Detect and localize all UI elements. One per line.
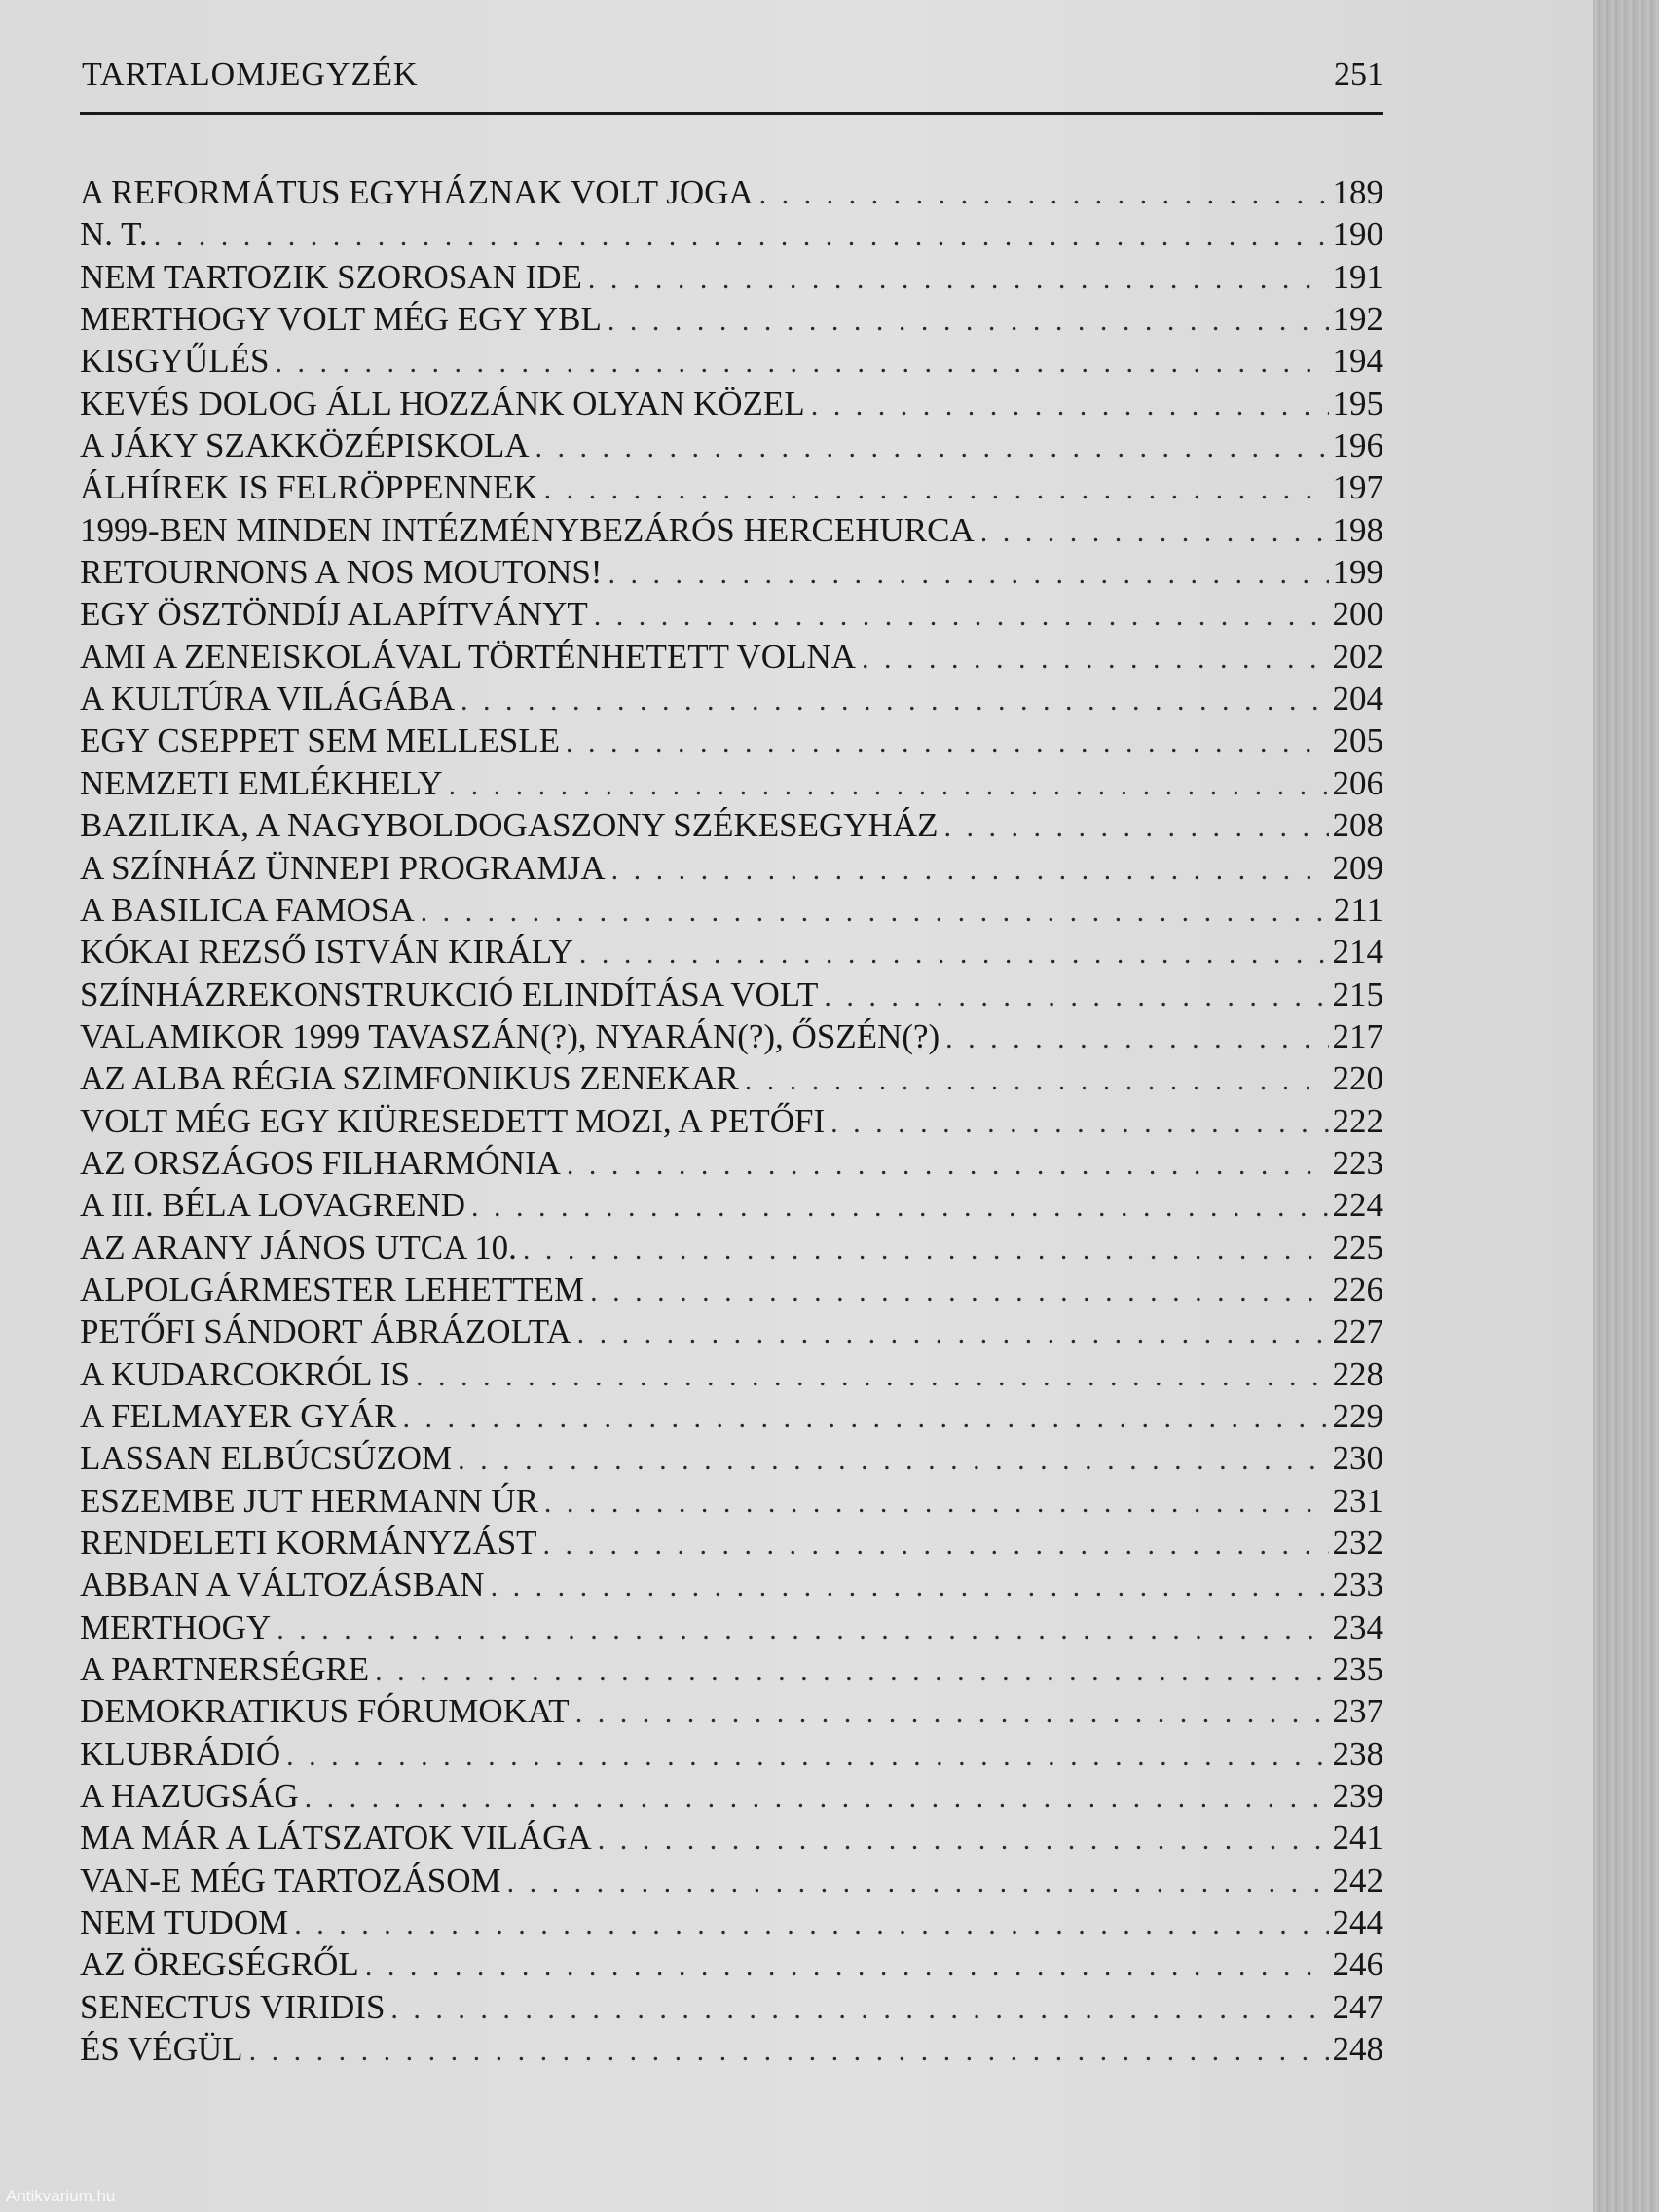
dot-leader [421, 891, 1330, 931]
toc-entry [80, 1227, 1383, 1269]
dot-leader [276, 1608, 1328, 1648]
toc-entry-title: VOLT MÉG EGY KIÜRESEDETT MOZI, A PETŐFI [80, 1101, 826, 1140]
toc-entry [80, 762, 1383, 804]
toc-entry-title: ABBAN A VÁLTOZÁSBAN [80, 1566, 485, 1604]
toc-entry-page: 197 [1332, 468, 1383, 507]
toc-entry [80, 1100, 1383, 1142]
toc-entry-page: 211 [1333, 890, 1383, 929]
toc-entry [80, 1184, 1383, 1226]
dot-leader [286, 1735, 1328, 1775]
toc-entry-title: KEVÉS DOLOG ÁLL HOZZÁNK OLYAN KÖZEL [80, 384, 805, 423]
toc-entry-page: 230 [1332, 1439, 1383, 1478]
page-stack-edge [1593, 0, 1659, 2212]
toc-entry-page: 190 [1332, 215, 1383, 254]
toc-entry [80, 256, 1383, 298]
toc-entry-page: 194 [1332, 342, 1383, 381]
dot-leader [575, 1692, 1329, 1732]
dot-leader [507, 1862, 1329, 1901]
dot-leader [375, 1650, 1328, 1690]
toc-entry-title: AZ ARANY JÁNOS UTCA 10. [80, 1228, 517, 1267]
running-header [82, 56, 1383, 101]
toc-entry-page: 225 [1332, 1228, 1383, 1267]
toc-entry [80, 1437, 1383, 1479]
page-title: TARTALOMJEGYZÉK [82, 56, 419, 92]
dot-leader [759, 173, 1329, 213]
toc-entry-page: 235 [1332, 1650, 1383, 1689]
toc-entry-page: 231 [1332, 1481, 1383, 1520]
toc-entry-page: 241 [1332, 1819, 1383, 1858]
toc-entry [80, 1943, 1383, 1985]
toc-entry-page: 198 [1332, 510, 1383, 549]
toc-entry-page: 232 [1332, 1524, 1383, 1562]
table-of-contents [80, 171, 1383, 2070]
dot-leader [567, 1144, 1329, 1184]
toc-entry-title: NEMZETI EMLÉKHELY [80, 763, 443, 802]
dot-leader [449, 764, 1329, 804]
toc-entry-page: 196 [1332, 426, 1383, 465]
toc-entry-title: KISGYŰLÉS [80, 342, 270, 381]
dot-leader [275, 342, 1328, 382]
toc-entry [80, 719, 1383, 761]
toc-entry-title: A KUDARCOKRÓL IS [80, 1354, 411, 1393]
dot-leader [566, 721, 1329, 761]
toc-entry [80, 1986, 1383, 2028]
toc-entry [80, 889, 1383, 931]
dot-leader [608, 553, 1328, 593]
toc-entry-page: 215 [1332, 975, 1383, 1014]
toc-entry [80, 1395, 1383, 1437]
toc-entry-title: LASSAN ELBÚCSÚZOM [80, 1439, 453, 1478]
dot-leader [491, 1566, 1329, 1605]
dot-leader [305, 1777, 1329, 1817]
toc-entry [80, 593, 1383, 635]
dot-leader [365, 1945, 1329, 1985]
dot-leader [544, 1482, 1329, 1522]
toc-entry [80, 2028, 1383, 2070]
toc-entry-title: ESZEMBE JUT HERMANN ÚR [80, 1481, 538, 1520]
toc-entry-title: A PARTNERSÉGRE [80, 1650, 370, 1689]
toc-entry-title: NEM TUDOM [80, 1903, 289, 1942]
toc-entry-page: 199 [1332, 553, 1383, 592]
dot-leader [544, 468, 1329, 508]
toc-entry-page: 223 [1332, 1143, 1383, 1182]
dot-leader [862, 638, 1328, 678]
dot-leader [588, 258, 1329, 298]
dot-leader [830, 1102, 1328, 1142]
dot-leader [535, 426, 1329, 466]
toc-entry [80, 1480, 1383, 1522]
toc-entry-title: EGY CSEPPET SEM MELLESLE [80, 721, 560, 760]
toc-entry [80, 171, 1383, 213]
toc-entry-title: KLUBRÁDIÓ [80, 1734, 281, 1773]
dot-leader [471, 1186, 1328, 1226]
toc-entry [80, 974, 1383, 1015]
toc-entry-title: MERTHOGY [80, 1607, 272, 1646]
toc-entry-page: 208 [1332, 806, 1383, 845]
dot-leader [154, 215, 1329, 255]
toc-entry [80, 1648, 1383, 1690]
toc-entry [80, 1860, 1383, 1901]
dot-leader [590, 1271, 1328, 1310]
toc-entry-page: 238 [1332, 1734, 1383, 1773]
toc-entry-title: AZ ÖREGSÉGRŐL [80, 1945, 359, 1984]
dot-leader [523, 1229, 1329, 1269]
toc-entry-page: 191 [1332, 257, 1383, 296]
toc-entry [80, 213, 1383, 255]
toc-entry-title: SZÍNHÁZREKONSTRUKCIÓ ELINDÍTÁSA VOLT [80, 975, 819, 1014]
toc-entry [80, 1690, 1383, 1732]
toc-entry-page: 239 [1332, 1777, 1383, 1816]
toc-entry-page: 204 [1332, 680, 1383, 719]
toc-entry-page: 226 [1332, 1270, 1383, 1309]
toc-entry [80, 1269, 1383, 1310]
toc-entry-page: 206 [1332, 763, 1383, 802]
toc-entry-title: NEM TARTOZIK SZOROSAN IDE [80, 257, 582, 296]
toc-entry-page: 227 [1332, 1312, 1383, 1351]
toc-entry-title: A HAZUGSÁG [80, 1777, 299, 1816]
toc-entry-page: 220 [1332, 1059, 1383, 1098]
watermark: Antikvarium.hu [6, 2187, 116, 2205]
dot-leader [294, 1903, 1328, 1943]
toc-entry [80, 424, 1383, 466]
toc-entry [80, 298, 1383, 340]
toc-entry [80, 678, 1383, 719]
toc-entry-page: 222 [1332, 1101, 1383, 1140]
toc-entry-page: 200 [1332, 595, 1383, 634]
toc-entry [80, 551, 1383, 593]
toc-entry-title: A FELMAYER GYÁR [80, 1396, 397, 1435]
toc-entry-page: 224 [1332, 1186, 1383, 1225]
dot-leader [416, 1355, 1328, 1395]
dot-leader [577, 1312, 1329, 1352]
toc-entry-title: SENECTUS VIRIDIS [80, 1987, 386, 2026]
toc-entry-title: AMI A ZENEISKOLÁVAL TÖRTÉNHETETT VOLNA [80, 637, 857, 676]
toc-entry-title: ÉS VÉGÜL [80, 2030, 243, 2069]
toc-entry-title: RENDELETI KORMÁNYZÁST [80, 1524, 537, 1562]
toc-entry [80, 1817, 1383, 1859]
toc-entry [80, 1522, 1383, 1564]
toc-entry-title: PETŐFI SÁNDORT ÁBRÁZOLTA [80, 1312, 571, 1351]
toc-entry [80, 509, 1383, 551]
toc-entry-title: A KULTÚRA VILÁGÁBA [80, 680, 456, 719]
dot-leader [824, 976, 1328, 1015]
toc-entry-page: 228 [1332, 1354, 1383, 1393]
toc-entry [80, 636, 1383, 678]
toc-entry-page: 205 [1332, 721, 1383, 760]
toc-entry [80, 931, 1383, 973]
dot-leader [598, 1819, 1329, 1859]
toc-entry-title: MA MÁR A LÁTSZATOK VILÁGA [80, 1819, 592, 1858]
toc-entry-page: 234 [1332, 1607, 1383, 1646]
toc-entry-page: 233 [1332, 1566, 1383, 1604]
dot-leader [543, 1524, 1329, 1564]
dot-leader [458, 1439, 1328, 1479]
toc-entry [80, 1901, 1383, 1943]
toc-entry-page: 229 [1332, 1396, 1383, 1435]
dot-leader [608, 300, 1329, 340]
toc-entry-title: AZ ORSZÁGOS FILHARMÓNIA [80, 1143, 561, 1182]
toc-entry [80, 1015, 1383, 1057]
dot-leader [745, 1059, 1329, 1099]
toc-entry-page: 246 [1332, 1945, 1383, 1984]
toc-entry-page: 189 [1332, 173, 1383, 211]
toc-entry-title: DEMOKRATIKUS FÓRUMOKAT [80, 1692, 570, 1731]
toc-entry [80, 1353, 1383, 1395]
toc-entry-page: 244 [1332, 1903, 1383, 1942]
toc-entry-title: KÓKAI REZSŐ ISTVÁN KIRÁLY [80, 933, 573, 972]
toc-entry-page: 209 [1332, 848, 1383, 887]
toc-entry-title: A III. BÉLA LOVAGREND [80, 1186, 466, 1225]
toc-entry-page: 192 [1332, 300, 1383, 339]
toc-entry-title: MERTHOGY VOLT MÉG EGY YBL [80, 300, 602, 339]
toc-entry-page: 247 [1332, 1987, 1383, 2026]
toc-entry [80, 383, 1383, 424]
toc-entry-title: EGY ÖSZTÖNDÍJ ALAPÍTVÁNYT [80, 595, 588, 634]
toc-entry [80, 466, 1383, 508]
toc-entry-page: 248 [1332, 2030, 1383, 2069]
toc-entry-title: VALAMIKOR 1999 TAVASZÁN(?), NYARÁN(?), ŐSZÉN(?) [80, 1016, 940, 1055]
dot-leader [611, 849, 1329, 889]
dot-leader [461, 680, 1328, 719]
dot-leader [945, 1017, 1328, 1057]
toc-entry-page: 202 [1332, 637, 1383, 676]
toc-entry [80, 1564, 1383, 1605]
dot-leader [980, 511, 1329, 551]
toc-entry-title: A BASILICA FAMOSA [80, 890, 415, 929]
dot-leader [249, 2030, 1329, 2070]
toc-entry-title: N. T. [80, 215, 148, 254]
header-rule [80, 112, 1383, 115]
toc-entry [80, 340, 1383, 382]
dot-leader [811, 385, 1329, 424]
toc-entry [80, 1606, 1383, 1648]
toc-entry-title: A JÁKY SZAKKÖZÉPISKOLA [80, 426, 530, 465]
toc-entry-page: 214 [1332, 933, 1383, 972]
toc-entry-page: 237 [1332, 1692, 1383, 1731]
toc-entry-page: 195 [1332, 384, 1383, 423]
dot-leader [594, 595, 1329, 635]
toc-entry-title: ALPOLGÁRMESTER LEHETTEM [80, 1270, 585, 1309]
toc-entry-title: BAZILIKA, A NAGYBOLDOGASZONY SZÉKESEGYHÁZ [80, 806, 939, 845]
toc-entry-title: VAN-E MÉG TARTOZÁSOM [80, 1861, 501, 1899]
page-number: 251 [1334, 56, 1383, 92]
toc-entry [80, 1310, 1383, 1352]
dot-leader [402, 1397, 1328, 1437]
toc-entry-title: A REFORMÁTUS EGYHÁZNAK VOLT JOGA [80, 173, 754, 211]
toc-entry-title: RETOURNONS A NOS MOUTONS! [80, 553, 603, 592]
dot-leader [390, 1988, 1328, 2028]
toc-entry-title: ÁLHÍREK IS FELRÖPPENNEK [80, 468, 538, 507]
toc-entry-page: 242 [1332, 1861, 1383, 1899]
toc-entry [80, 1057, 1383, 1099]
dot-leader [579, 933, 1329, 973]
toc-entry [80, 1733, 1383, 1775]
toc-entry [80, 804, 1383, 846]
toc-entry [80, 1775, 1383, 1817]
toc-entry-title: A SZÍNHÁZ ÜNNEPI PROGRAMJA [80, 848, 606, 887]
toc-entry [80, 847, 1383, 889]
toc-entry-title: 1999-BEN MINDEN INTÉZMÉNYBEZÁRÓS HERCEHURCA [80, 510, 975, 549]
dot-leader [943, 806, 1328, 846]
toc-entry [80, 1142, 1383, 1184]
toc-entry-title: AZ ALBA RÉGIA SZIMFONIKUS ZENEKAR [80, 1059, 739, 1098]
toc-entry-page: 217 [1332, 1016, 1383, 1055]
